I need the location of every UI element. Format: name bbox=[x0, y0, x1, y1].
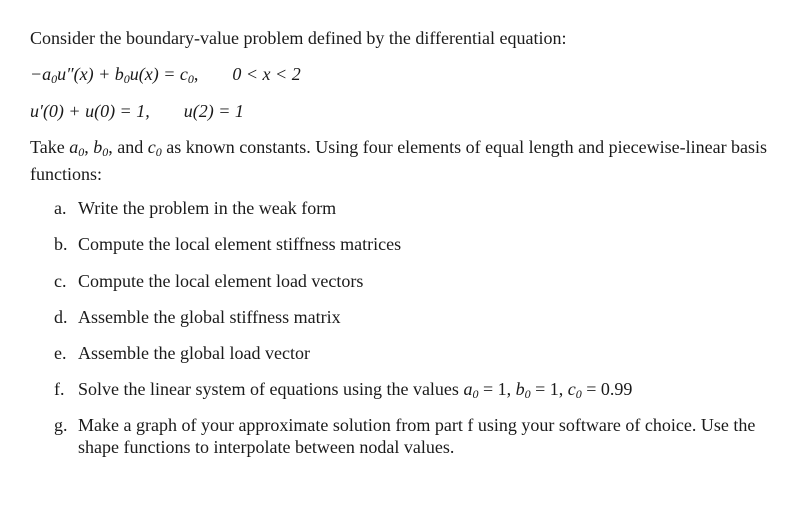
desc-b0-sub: 0 bbox=[102, 145, 109, 159]
desc-a0-sub: 0 bbox=[78, 145, 85, 159]
boundary-conditions bbox=[30, 100, 244, 122]
list-item bbox=[54, 414, 799, 458]
desc-part1: Take bbox=[30, 137, 70, 157]
task-label: a. bbox=[54, 198, 67, 218]
value-c: c bbox=[567, 379, 576, 399]
eq-c-subscript: 0 bbox=[187, 72, 194, 86]
task-label: g. bbox=[54, 415, 68, 435]
eq-domain: 0 < x < 2 bbox=[232, 64, 301, 84]
value-a-sub: 0 bbox=[472, 387, 479, 401]
task-text: Assemble the global stiffness matrix bbox=[78, 307, 341, 327]
list-item bbox=[54, 342, 799, 364]
bc-right: u(2) = 1 bbox=[183, 101, 244, 121]
task-text: Compute the local element stiffness matrices bbox=[78, 234, 402, 254]
list-item bbox=[54, 197, 799, 219]
eq-a-term: −a bbox=[30, 64, 52, 84]
task-label: b. bbox=[54, 234, 68, 254]
list-item bbox=[54, 233, 799, 255]
task-label: f. bbox=[54, 379, 65, 399]
eq-u2-term: u(x) = c bbox=[129, 64, 188, 84]
desc-rest: as known constants. Using four elements of equal length and piecewise-linear basis functions: bbox=[30, 137, 768, 184]
desc-a0: a bbox=[69, 137, 79, 157]
task-label: e. bbox=[54, 343, 67, 363]
list-item bbox=[54, 378, 799, 405]
value-a: a bbox=[463, 379, 473, 399]
desc-c0-sub: 0 bbox=[155, 145, 162, 159]
list-item bbox=[54, 306, 799, 328]
desc-sep2: , and bbox=[108, 137, 148, 157]
value-b-sub: 0 bbox=[524, 387, 531, 401]
task-text: Compute the local element load vectors bbox=[78, 271, 364, 291]
task-text: Assemble the global load vector bbox=[78, 343, 310, 363]
task-text: Make a graph of your approximate solution from part f using your software of choice. Use the shape functions to interpolate between nodal values. bbox=[78, 415, 756, 457]
value-c-eq: = 0.99 bbox=[581, 379, 633, 399]
eq-u-term: u″(x) + b bbox=[57, 64, 124, 84]
bc-left: u′(0) + u(0) = 1, bbox=[30, 101, 150, 121]
eq-b-subscript: 0 bbox=[123, 72, 130, 86]
list-item bbox=[54, 270, 799, 292]
task-text: Write the problem in the weak form bbox=[78, 198, 337, 218]
eq-a-subscript: 0 bbox=[51, 72, 58, 86]
problem-description bbox=[30, 136, 790, 185]
value-c-sub: 0 bbox=[575, 387, 582, 401]
desc-sep1: , bbox=[84, 137, 94, 157]
differential-equation bbox=[30, 63, 301, 90]
value-a-eq: = 1, bbox=[478, 379, 516, 399]
task-label: c. bbox=[54, 271, 67, 291]
value-b-eq: = 1, bbox=[530, 379, 568, 399]
value-b: b bbox=[515, 379, 525, 399]
eq-comma: , bbox=[193, 64, 199, 84]
intro-text: Consider the boundary-value problem defined by the differential equation: bbox=[30, 28, 567, 48]
task-label: d. bbox=[54, 307, 68, 327]
desc-c0: c bbox=[147, 137, 156, 157]
task-text: Solve the linear system of equations using the values bbox=[78, 379, 464, 399]
desc-b0: b bbox=[93, 137, 103, 157]
